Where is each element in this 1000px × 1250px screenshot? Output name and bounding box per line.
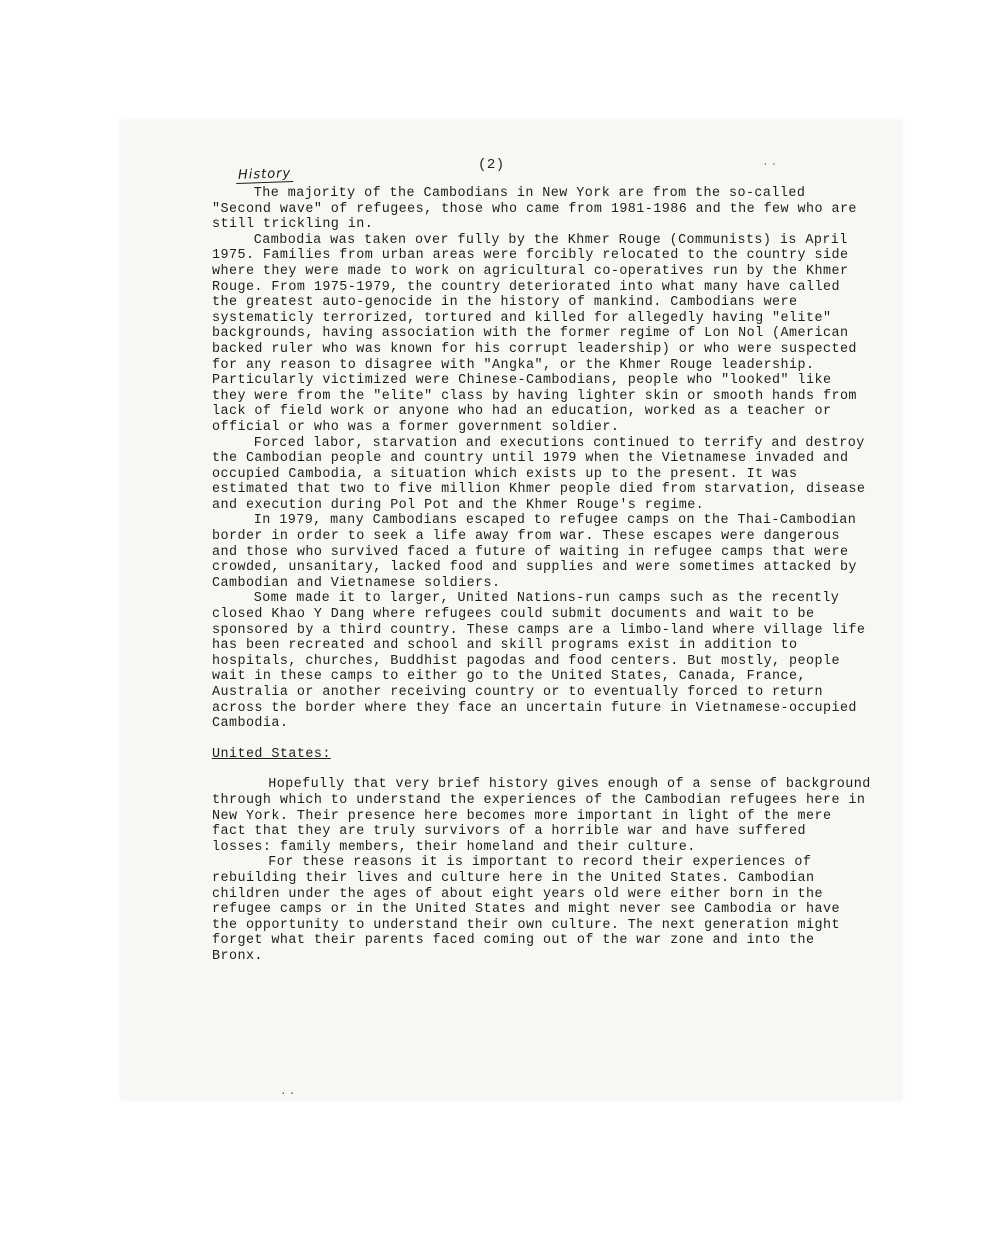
- history-paragraph-2: Cambodia was taken over fully by the Khmer Rouge (Communists) is April 1975. Families from urban areas were forcibly relocated to the country side where they were made to work on agricultural co-operatives run by the Khmer Rouge. From 1975-1979, the country deteriorated into what many have called the greatest auto-genocide in the history of mankind. Cambodians were systematicly terrorized, tortured and killed for allegedly having "elite" backgrounds, having association with the former regime of Lon Nol (American backed ruler who was known for his corrupt leadership) or who were suspected for any reason to disagree with "Angka", or the Khmer Rouge leadership. Particularly victimized were Chinese-Cambodians, people who "looked" like they were from the "elite" class by having lighter skin or smooth hands from lack of field work or anyone who had an education, worked as a teacher or official or who was a former government soldier.: [212, 232, 857, 435]
- page-number: (2): [478, 157, 505, 173]
- united-states-paragraph-1: Hopefully that very brief history gives enough of a sense of background through which to understand the experiences of the Cambodian refugees here in New York. Their presence here becomes more important in light of the mere fact that they are truly survivors of a horrible war and have suffered losses: family members, their homeland and their culture.: [212, 777, 871, 855]
- history-paragraph-5: Some made it to larger, United Nations-run camps such as the recently closed Khao Y Dang where refugees could submit documents and wait to be sponsored by a third country. These camps are a limbo-land where village life has been recreated and school and skill programs exist in addition to hospitals, churches, Buddhist pagodas and food centers. But mostly, people wait in these camps to either go to the United States, Canada, France, Australia or another receiving country or to eventually forced to return across the border where they face an uncertain future in Vietnamese-occupied Cambodia.: [212, 591, 866, 732]
- handwritten-annotation: History: [236, 166, 294, 184]
- bottom-speck-mark: ..: [280, 1086, 298, 1098]
- united-states-paragraph-2: For these reasons it is important to record their experiences of rebuilding their lives and culture here in the United States. Cambodian children under the ages of about eight years old were either born in the refugee camps or in the United States and might never see Cambodia or have the opportunity to understand their own culture. The next generation might forget what their parents faced coming out of the war zone and into the Bronx.: [212, 855, 840, 964]
- history-paragraph-4: In 1979, many Cambodians escaped to refugee camps on the Thai-Cambodian border in order to seek a life away from war. These escapes were dangerous and those who survived faced a future of waiting in refugee camps that were crowded, unsanitary, lacked food and supplies and were sometimes attacked by Cambodian and Vietnamese soldiers.: [212, 513, 857, 591]
- history-paragraph-1: The majority of the Cambodians in New York are from the so-called "Second wave" of refugees, those who came from 1981-1986 and the few who are still trickling in.: [212, 186, 857, 233]
- history-paragraph-3: Forced labor, starvation and executions continued to terrify and destroy the Cambodian people and country until 1979 when the Vietnamese invaded and occupied Cambodia, a situation which exists up to the present. It was estimated that two to five million Khmer people died from starvation, disease and execution during Pol Pot and the Khmer Rouge's regime.: [212, 435, 866, 513]
- corner-speck-mark: ..: [762, 157, 780, 169]
- section-heading-united-states: United States:: [212, 746, 331, 762]
- document-body: [212, 186, 872, 965]
